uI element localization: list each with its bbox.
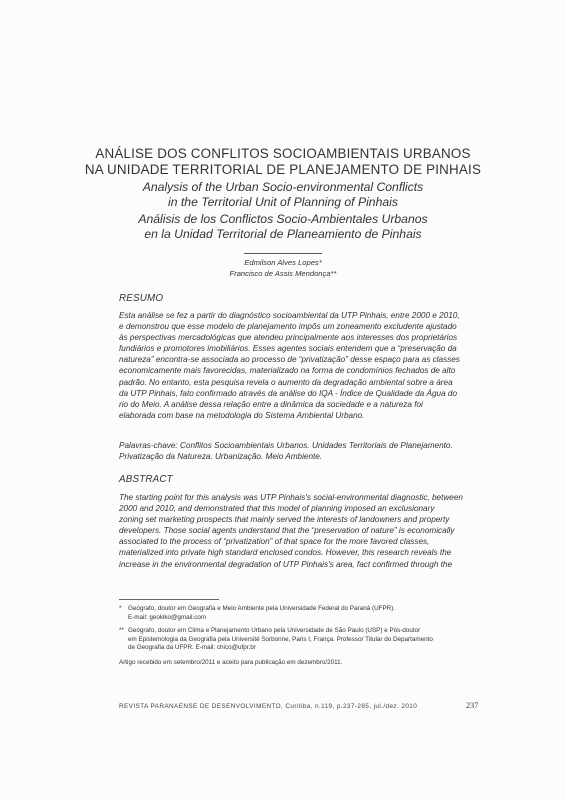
keywords-line: Palavras-chave: Conflitos Socioambientais Urbanos. Unidades Territoriais de Planejamento.	[119, 441, 453, 450]
abstract-text	[119, 492, 476, 570]
abstract-line: zoning set marketing prospects that mainly served the interests of landowners and property	[119, 515, 450, 525]
article-title-block	[60, 146, 506, 241]
resumo-line: elaborada com base na metodologia do Sistema Ambiental Urbano.	[119, 410, 365, 420]
title-english-line2: in the Territorial Unit of Planning of Pinhais	[168, 194, 398, 209]
abstract-line: associated to the process of “privatization” of that space for the more favored classes,	[119, 537, 430, 547]
resumo-line: fundiários e promotores imobiliários. Esses agentes sociais entendem que a “preservação da	[119, 344, 457, 354]
resumo-line: economicamente mais favorecidas, materializado na forma de condomínios fechados de alto	[119, 366, 456, 376]
title-english-line1: Analysis of the Urban Socio-environmental Conflicts	[142, 180, 424, 194]
title-divider	[244, 253, 322, 254]
footnote-divider	[119, 599, 219, 600]
footnote-1	[119, 605, 476, 622]
author-name: Edmilson Alves Lopes*	[244, 258, 322, 267]
resumo-line: rio do Meio. A análise dessa relação entre a dinâmica da sociedade e a natureza foi	[119, 399, 423, 409]
abstract-line: materialized into private high standard enclosed condos. However, this research reveals the	[119, 548, 452, 558]
title-spanish-line1: Análisis de los Conflictos Socio-Ambientales Urbanos	[138, 212, 428, 227]
abstract-line: 2000 and 2010, and demonstrated that this model of planning imposed an exclusionary	[119, 504, 435, 514]
title-portuguese-line1: ANÁLISE DOS CONFLITOS SOCIOAMBIENTAIS URBANOS	[95, 146, 471, 161]
keywords-block	[119, 440, 476, 462]
abstract-line: The starting point for this analysis was UTP Pinhais's social-environmental diagnostic, between	[119, 493, 463, 502]
resumo-line: e demonstrou que esse modelo de planejamento impôs um zoneamento excludente ajustado	[119, 322, 457, 332]
abstract-line: developers. Those social agents understand that the “preservation of nature” is economically	[119, 526, 455, 536]
authors-block	[150, 257, 416, 279]
running-footer: REVISTA PARANAENSE DE DESENVOLVIMENTO, Curitiba, n.119, p.237-265, jul./dez. 2010	[119, 703, 418, 710]
footnote-marker: *	[119, 605, 122, 612]
resumo-line: natureza” encontra-se associada ao processo de “privatização” desse espaço para as classes	[119, 355, 460, 365]
footnote-text: em Epistemologia da Geografia pela Université Sorbonne, Paris I, França. Professor Titular do Departamento	[128, 635, 433, 643]
footnote-marker: **	[119, 627, 124, 634]
footnote-text: Geógrafo, doutor em Geografia e Meio Ambiente pela Universidade Federal do Paraná (UFPR).	[128, 605, 396, 612]
footnote-text: Geógrafo, doutor em Clima e Planejamento Urbano pela Universidade de São Paulo (USP) e Pós-doutor	[128, 627, 421, 634]
abstract-line: increase in the environmental degradation of UTP Pinhais's area, fact confirmed through the	[119, 559, 453, 569]
resumo-line: às perspectivas mercadológicas que atendeu principalmente aos interesses dos proprietários	[119, 333, 458, 343]
received-note: Artigo recebido em setembro/2011 e aceito para publicação em dezembro/2011.	[119, 659, 343, 666]
page-number: 237	[466, 701, 479, 710]
abstract-heading: ABSTRACT	[119, 474, 173, 485]
resumo-line: Esta análise se fez a partir do diagnóstico socioambiental da UTP Pinhais, entre 2000 e 2010,	[119, 311, 460, 320]
resumo-line: da UTP Pinhais, fato confirmado através da análise do IQA - Índice de Qualidade da Água do	[119, 388, 458, 398]
title-spanish-line2: en la Unidad Territorial de Planeamiento de Pinhais	[144, 226, 422, 241]
author-name: Francisco de Assis Mendonça**	[229, 269, 337, 278]
title-portuguese-line2: NA UNIDADE TERRITORIAL DE PLANEJAMENTO DE PINHAIS	[84, 161, 482, 177]
resumo-line: padrão. No entanto, esta pesquisa revela o aumento da degradação ambiental sobre a área	[119, 377, 453, 387]
resumo-text	[119, 310, 476, 421]
footnote-text: de Geografia da UFPR. E-mail: chico@ufpr.br	[128, 644, 256, 652]
footnote-2	[119, 627, 476, 653]
resumo-heading: RESUMO	[119, 293, 164, 304]
footnote-text: E-mail: geokiko@gmail.com	[128, 613, 207, 621]
keywords-line: Privatização da Natureza. Urbanização. Meio Ambiente.	[119, 452, 323, 462]
